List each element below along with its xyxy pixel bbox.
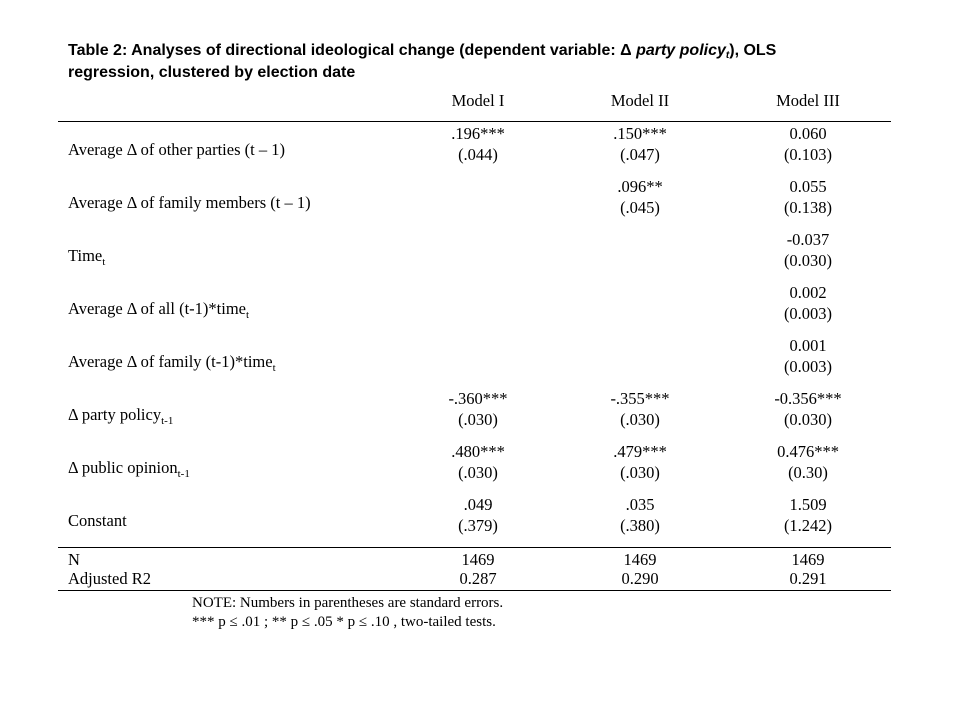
row-label-text: Time — [68, 246, 103, 265]
standard-error-cell: (.380) — [620, 516, 660, 535]
caption-italic-sub: t — [725, 50, 730, 61]
standard-error-cell: (.045) — [620, 198, 660, 217]
row-label — [68, 299, 249, 319]
row-label-text: Average Δ of all (t-1)*time — [68, 299, 246, 318]
row-label-text: Average Δ of other parties (t – 1) — [68, 140, 285, 159]
standard-error-cell: (0.30) — [788, 463, 828, 482]
table-caption — [68, 40, 828, 84]
standard-error-cell: (.379) — [458, 516, 498, 535]
header-rule — [58, 121, 891, 122]
standard-error-cell: (.030) — [458, 463, 498, 482]
coefficient-cell: 0.476*** — [777, 442, 839, 461]
standard-error-cell: (0.003) — [783, 357, 833, 376]
standard-error-cell: (0.103) — [783, 145, 833, 164]
row-label-subscript: t-1 — [177, 468, 190, 480]
bottom-rule — [58, 590, 891, 591]
row-label-subscript: t — [102, 256, 106, 268]
stat-label: Adjusted R2 — [68, 569, 151, 588]
column-header-model-3: Model III — [776, 91, 840, 110]
stats-rule — [58, 547, 891, 548]
row-label-text: Average Δ of family (t-1)*time — [68, 352, 273, 371]
row-label — [68, 458, 190, 478]
coefficient-cell: 0.055 — [789, 177, 827, 196]
row-label-text: Constant — [68, 511, 127, 530]
row-label — [68, 140, 285, 160]
caption-italic: party policy — [636, 42, 726, 59]
stat-cell: 0.291 — [789, 569, 827, 588]
column-header-model-1: Model I — [451, 91, 505, 110]
note-line-2: *** p ≤ .01 ; ** p ≤ .05 * p ≤ .10 , two-tailed tests. — [192, 614, 496, 630]
coefficient-cell: .479*** — [613, 442, 667, 461]
caption-prefix: Table 2: Analyses of directional ideological change (dependent variable: Δ — [68, 42, 637, 59]
note-line-1: NOTE: Numbers in parentheses are standard errors. — [192, 595, 504, 611]
coefficient-cell: .150*** — [613, 124, 667, 143]
coefficient-cell: 1.509 — [789, 495, 827, 514]
stat-cell: 1469 — [791, 550, 825, 569]
coefficient-cell: -.360*** — [448, 389, 508, 408]
column-header-model-2: Model II — [610, 91, 670, 110]
stat-cell: 1469 — [461, 550, 495, 569]
standard-error-cell: (0.003) — [783, 304, 833, 323]
row-label-subscript: t-1 — [161, 415, 174, 427]
row-label-subscript: t — [246, 309, 250, 321]
row-label-text: Δ public opinion — [68, 458, 178, 477]
stat-cell: 0.290 — [621, 569, 659, 588]
coefficient-cell: .096** — [617, 177, 663, 196]
row-label — [68, 193, 311, 213]
coefficient-cell: .196*** — [451, 124, 505, 143]
standard-error-cell: (1.242) — [783, 516, 833, 535]
standard-error-cell: (0.030) — [783, 251, 833, 270]
coefficient-cell: -0.037 — [786, 230, 830, 249]
row-label-subscript: t — [272, 362, 276, 374]
standard-error-cell: (.044) — [458, 145, 498, 164]
coefficient-cell: 0.002 — [789, 283, 827, 302]
coefficient-cell: -.355*** — [610, 389, 670, 408]
coefficient-cell: .480*** — [451, 442, 505, 461]
standard-error-cell: (.030) — [458, 410, 498, 429]
coefficient-cell: .035 — [625, 495, 655, 514]
row-label-text: Δ party policy — [68, 405, 162, 424]
stat-label: N — [68, 550, 80, 569]
standard-error-cell: (0.138) — [783, 198, 833, 217]
standard-error-cell: (.047) — [620, 145, 660, 164]
row-label — [68, 352, 276, 372]
coefficient-cell: 0.001 — [789, 336, 827, 355]
coefficient-cell: .049 — [463, 495, 493, 514]
stat-cell: 0.287 — [459, 569, 497, 588]
row-label — [68, 511, 127, 531]
coefficient-cell: 0.060 — [789, 124, 827, 143]
stat-cell: 1469 — [623, 550, 657, 569]
caption-suffix: ), OLS regression, clustered by election date — [68, 42, 777, 81]
row-label — [68, 405, 173, 425]
row-label-text: Average Δ of family members (t – 1) — [68, 193, 311, 212]
row-label — [68, 246, 105, 266]
standard-error-cell: (.030) — [620, 410, 660, 429]
standard-error-cell: (0.030) — [783, 410, 833, 429]
coefficient-cell: -0.356*** — [774, 389, 842, 408]
standard-error-cell: (.030) — [620, 463, 660, 482]
